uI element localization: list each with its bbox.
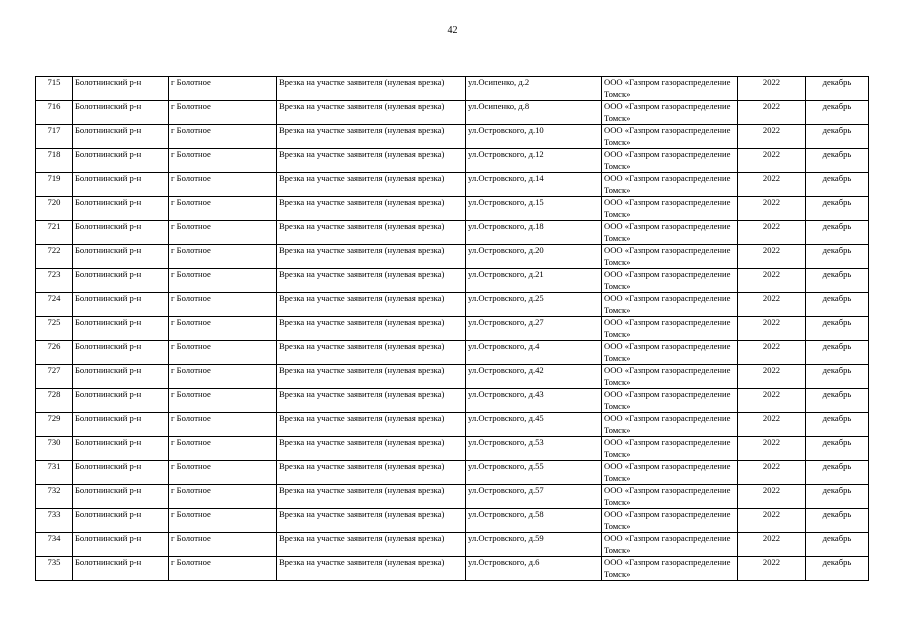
- organization-cell: ООО «Газпром газораспределение Томск»: [602, 557, 738, 581]
- organization-cell: ООО «Газпром газораспределение Томск»: [602, 533, 738, 557]
- month-cell: декабрь: [806, 461, 869, 485]
- table-body: [36, 77, 869, 581]
- row-number-cell: 721: [36, 221, 73, 245]
- locality-cell: г Болотное: [169, 125, 277, 149]
- work-type-cell: Врезка на участке заявителя (нулевая врезка): [277, 125, 466, 149]
- row-number-cell: 730: [36, 437, 73, 461]
- row-number-cell: 720: [36, 197, 73, 221]
- table-row: [36, 221, 869, 245]
- locality-cell: г Болотное: [169, 77, 277, 101]
- year-cell: 2022: [738, 557, 806, 581]
- work-type-cell: Врезка на участке заявителя (нулевая врезка): [277, 461, 466, 485]
- locality-cell: г Болотное: [169, 437, 277, 461]
- table-row: [36, 293, 869, 317]
- row-number-cell: 726: [36, 341, 73, 365]
- locality-cell: г Болотное: [169, 101, 277, 125]
- row-number-cell: 731: [36, 461, 73, 485]
- address-cell: ул.Островского, д.12: [466, 149, 602, 173]
- district-cell: Болотнинский р-н: [73, 437, 169, 461]
- table-row: [36, 125, 869, 149]
- district-cell: Болотнинский р-н: [73, 173, 169, 197]
- work-type-cell: Врезка на участке заявителя (нулевая врезка): [277, 173, 466, 197]
- month-cell: декабрь: [806, 485, 869, 509]
- organization-cell: ООО «Газпром газораспределение Томск»: [602, 461, 738, 485]
- work-type-cell: Врезка на участке заявителя (нулевая врезка): [277, 245, 466, 269]
- district-cell: Болотнинский р-н: [73, 509, 169, 533]
- year-cell: 2022: [738, 101, 806, 125]
- work-type-cell: Врезка на участке заявителя (нулевая врезка): [277, 365, 466, 389]
- month-cell: декабрь: [806, 125, 869, 149]
- year-cell: 2022: [738, 389, 806, 413]
- work-type-cell: Врезка на участке заявителя (нулевая врезка): [277, 317, 466, 341]
- table-row: [36, 509, 869, 533]
- work-type-cell: Врезка на участке заявителя (нулевая врезка): [277, 293, 466, 317]
- district-cell: Болотнинский р-н: [73, 413, 169, 437]
- organization-cell: ООО «Газпром газораспределение Томск»: [602, 341, 738, 365]
- locality-cell: г Болотное: [169, 509, 277, 533]
- address-cell: ул.Островского, д.25: [466, 293, 602, 317]
- district-cell: Болотнинский р-н: [73, 149, 169, 173]
- table-row: [36, 485, 869, 509]
- table-row: [36, 341, 869, 365]
- table-row: [36, 365, 869, 389]
- year-cell: 2022: [738, 125, 806, 149]
- district-cell: Болотнинский р-н: [73, 197, 169, 221]
- district-cell: Болотнинский р-н: [73, 245, 169, 269]
- address-cell: ул.Островского, д.21: [466, 269, 602, 293]
- table-row: [36, 149, 869, 173]
- year-cell: 2022: [738, 245, 806, 269]
- district-cell: Болотнинский р-н: [73, 101, 169, 125]
- year-cell: 2022: [738, 413, 806, 437]
- table-row: [36, 389, 869, 413]
- work-type-cell: Врезка на участке заявителя (нулевая врезка): [277, 437, 466, 461]
- address-cell: ул.Осипенко, д.2: [466, 77, 602, 101]
- locality-cell: г Болотное: [169, 293, 277, 317]
- month-cell: декабрь: [806, 221, 869, 245]
- table-row: [36, 413, 869, 437]
- table-row: [36, 245, 869, 269]
- row-number-cell: 734: [36, 533, 73, 557]
- district-cell: Болотнинский р-н: [73, 293, 169, 317]
- locality-cell: г Болотное: [169, 173, 277, 197]
- address-cell: ул.Островского, д.43: [466, 389, 602, 413]
- district-cell: Болотнинский р-н: [73, 485, 169, 509]
- organization-cell: ООО «Газпром газораспределение Томск»: [602, 173, 738, 197]
- work-type-cell: Врезка на участке заявителя (нулевая врезка): [277, 389, 466, 413]
- district-cell: Болотнинский р-н: [73, 125, 169, 149]
- organization-cell: ООО «Газпром газораспределение Томск»: [602, 485, 738, 509]
- year-cell: 2022: [738, 173, 806, 197]
- month-cell: декабрь: [806, 293, 869, 317]
- work-type-cell: Врезка на участке заявителя (нулевая врезка): [277, 101, 466, 125]
- address-cell: ул.Островского, д.15: [466, 197, 602, 221]
- month-cell: декабрь: [806, 269, 869, 293]
- row-number-cell: 719: [36, 173, 73, 197]
- table-row: [36, 269, 869, 293]
- row-number-cell: 723: [36, 269, 73, 293]
- month-cell: декабрь: [806, 173, 869, 197]
- address-cell: ул.Островского, д.59: [466, 533, 602, 557]
- address-cell: ул.Островского, д.10: [466, 125, 602, 149]
- work-type-cell: Врезка на участке заявителя (нулевая врезка): [277, 269, 466, 293]
- month-cell: декабрь: [806, 557, 869, 581]
- year-cell: 2022: [738, 77, 806, 101]
- work-type-cell: Врезка на участке заявителя (нулевая врезка): [277, 485, 466, 509]
- organization-cell: ООО «Газпром газораспределение Томск»: [602, 437, 738, 461]
- month-cell: декабрь: [806, 77, 869, 101]
- district-cell: Болотнинский р-н: [73, 221, 169, 245]
- work-type-cell: Врезка на участке заявителя (нулевая врезка): [277, 413, 466, 437]
- year-cell: 2022: [738, 197, 806, 221]
- district-cell: Болотнинский р-н: [73, 341, 169, 365]
- row-number-cell: 729: [36, 413, 73, 437]
- locality-cell: г Болотное: [169, 365, 277, 389]
- locality-cell: г Болотное: [169, 149, 277, 173]
- month-cell: декабрь: [806, 533, 869, 557]
- month-cell: декабрь: [806, 413, 869, 437]
- locality-cell: г Болотное: [169, 269, 277, 293]
- year-cell: 2022: [738, 221, 806, 245]
- address-cell: ул.Островского, д.20: [466, 245, 602, 269]
- organization-cell: ООО «Газпром газораспределение Томск»: [602, 365, 738, 389]
- organization-cell: ООО «Газпром газораспределение Томск»: [602, 269, 738, 293]
- month-cell: декабрь: [806, 197, 869, 221]
- locality-cell: г Болотное: [169, 317, 277, 341]
- row-number-cell: 735: [36, 557, 73, 581]
- address-cell: ул.Островского, д.27: [466, 317, 602, 341]
- page-number: 42: [447, 25, 458, 36]
- table-row: [36, 101, 869, 125]
- organization-cell: ООО «Газпром газораспределение Томск»: [602, 389, 738, 413]
- locality-cell: г Болотное: [169, 485, 277, 509]
- district-cell: Болотнинский р-н: [73, 269, 169, 293]
- organization-cell: ООО «Газпром газораспределение Томск»: [602, 245, 738, 269]
- year-cell: 2022: [738, 437, 806, 461]
- row-number-cell: 715: [36, 77, 73, 101]
- table-row: [36, 317, 869, 341]
- row-number-cell: 733: [36, 509, 73, 533]
- organization-cell: ООО «Газпром газораспределение Томск»: [602, 77, 738, 101]
- district-cell: Болотнинский р-н: [73, 365, 169, 389]
- table-row: [36, 533, 869, 557]
- row-number-cell: 725: [36, 317, 73, 341]
- organization-cell: ООО «Газпром газораспределение Томск»: [602, 101, 738, 125]
- district-cell: Болотнинский р-н: [73, 389, 169, 413]
- locality-cell: г Болотное: [169, 533, 277, 557]
- month-cell: декабрь: [806, 101, 869, 125]
- row-number-cell: 727: [36, 365, 73, 389]
- district-cell: Болотнинский р-н: [73, 557, 169, 581]
- table-row: [36, 173, 869, 197]
- organization-cell: ООО «Газпром газораспределение Томск»: [602, 197, 738, 221]
- locality-cell: г Болотное: [169, 245, 277, 269]
- row-number-cell: 718: [36, 149, 73, 173]
- district-cell: Болотнинский р-н: [73, 533, 169, 557]
- month-cell: декабрь: [806, 437, 869, 461]
- address-cell: ул.Островского, д.6: [466, 557, 602, 581]
- address-cell: ул.Островского, д.57: [466, 485, 602, 509]
- organization-cell: ООО «Газпром газораспределение Томск»: [602, 149, 738, 173]
- year-cell: 2022: [738, 317, 806, 341]
- work-type-cell: Врезка на участке заявителя (нулевая врезка): [277, 77, 466, 101]
- table-row: [36, 557, 869, 581]
- month-cell: декабрь: [806, 317, 869, 341]
- year-cell: 2022: [738, 365, 806, 389]
- table-row: [36, 461, 869, 485]
- address-cell: ул.Островского, д.53: [466, 437, 602, 461]
- organization-cell: ООО «Газпром газораспределение Томск»: [602, 509, 738, 533]
- locality-cell: г Болотное: [169, 413, 277, 437]
- organization-cell: ООО «Газпром газораспределение Томск»: [602, 413, 738, 437]
- address-cell: ул.Островского, д.58: [466, 509, 602, 533]
- locality-cell: г Болотное: [169, 557, 277, 581]
- row-number-cell: 728: [36, 389, 73, 413]
- month-cell: декабрь: [806, 365, 869, 389]
- address-cell: ул.Островского, д.4: [466, 341, 602, 365]
- work-type-cell: Врезка на участке заявителя (нулевая врезка): [277, 557, 466, 581]
- work-type-cell: Врезка на участке заявителя (нулевая врезка): [277, 533, 466, 557]
- year-cell: 2022: [738, 341, 806, 365]
- row-number-cell: 724: [36, 293, 73, 317]
- organization-cell: ООО «Газпром газораспределение Томск»: [602, 221, 738, 245]
- year-cell: 2022: [738, 509, 806, 533]
- organization-cell: ООО «Газпром газораспределение Томск»: [602, 293, 738, 317]
- work-type-cell: Врезка на участке заявителя (нулевая врезка): [277, 221, 466, 245]
- table-row: [36, 197, 869, 221]
- table-row: [36, 437, 869, 461]
- year-cell: 2022: [738, 293, 806, 317]
- year-cell: 2022: [738, 149, 806, 173]
- gas-connection-table: [35, 76, 869, 581]
- month-cell: декабрь: [806, 389, 869, 413]
- locality-cell: г Болотное: [169, 341, 277, 365]
- address-cell: ул.Островского, д.55: [466, 461, 602, 485]
- year-cell: 2022: [738, 461, 806, 485]
- organization-cell: ООО «Газпром газораспределение Томск»: [602, 317, 738, 341]
- month-cell: декабрь: [806, 341, 869, 365]
- table-row: [36, 77, 869, 101]
- district-cell: Болотнинский р-н: [73, 317, 169, 341]
- locality-cell: г Болотное: [169, 389, 277, 413]
- year-cell: 2022: [738, 533, 806, 557]
- district-cell: Болотнинский р-н: [73, 77, 169, 101]
- month-cell: декабрь: [806, 149, 869, 173]
- row-number-cell: 722: [36, 245, 73, 269]
- district-cell: Болотнинский р-н: [73, 461, 169, 485]
- work-type-cell: Врезка на участке заявителя (нулевая врезка): [277, 149, 466, 173]
- locality-cell: г Болотное: [169, 221, 277, 245]
- work-type-cell: Врезка на участке заявителя (нулевая врезка): [277, 509, 466, 533]
- work-type-cell: Врезка на участке заявителя (нулевая врезка): [277, 197, 466, 221]
- locality-cell: г Болотное: [169, 197, 277, 221]
- locality-cell: г Болотное: [169, 461, 277, 485]
- row-number-cell: 717: [36, 125, 73, 149]
- address-cell: ул.Островского, д.18: [466, 221, 602, 245]
- address-cell: ул.Островского, д.45: [466, 413, 602, 437]
- work-type-cell: Врезка на участке заявителя (нулевая врезка): [277, 341, 466, 365]
- address-cell: ул.Островского, д.42: [466, 365, 602, 389]
- year-cell: 2022: [738, 269, 806, 293]
- row-number-cell: 716: [36, 101, 73, 125]
- address-cell: ул.Островского, д.14: [466, 173, 602, 197]
- month-cell: декабрь: [806, 245, 869, 269]
- row-number-cell: 732: [36, 485, 73, 509]
- address-cell: ул.Осипенко, д.8: [466, 101, 602, 125]
- organization-cell: ООО «Газпром газораспределение Томск»: [602, 125, 738, 149]
- month-cell: декабрь: [806, 509, 869, 533]
- year-cell: 2022: [738, 485, 806, 509]
